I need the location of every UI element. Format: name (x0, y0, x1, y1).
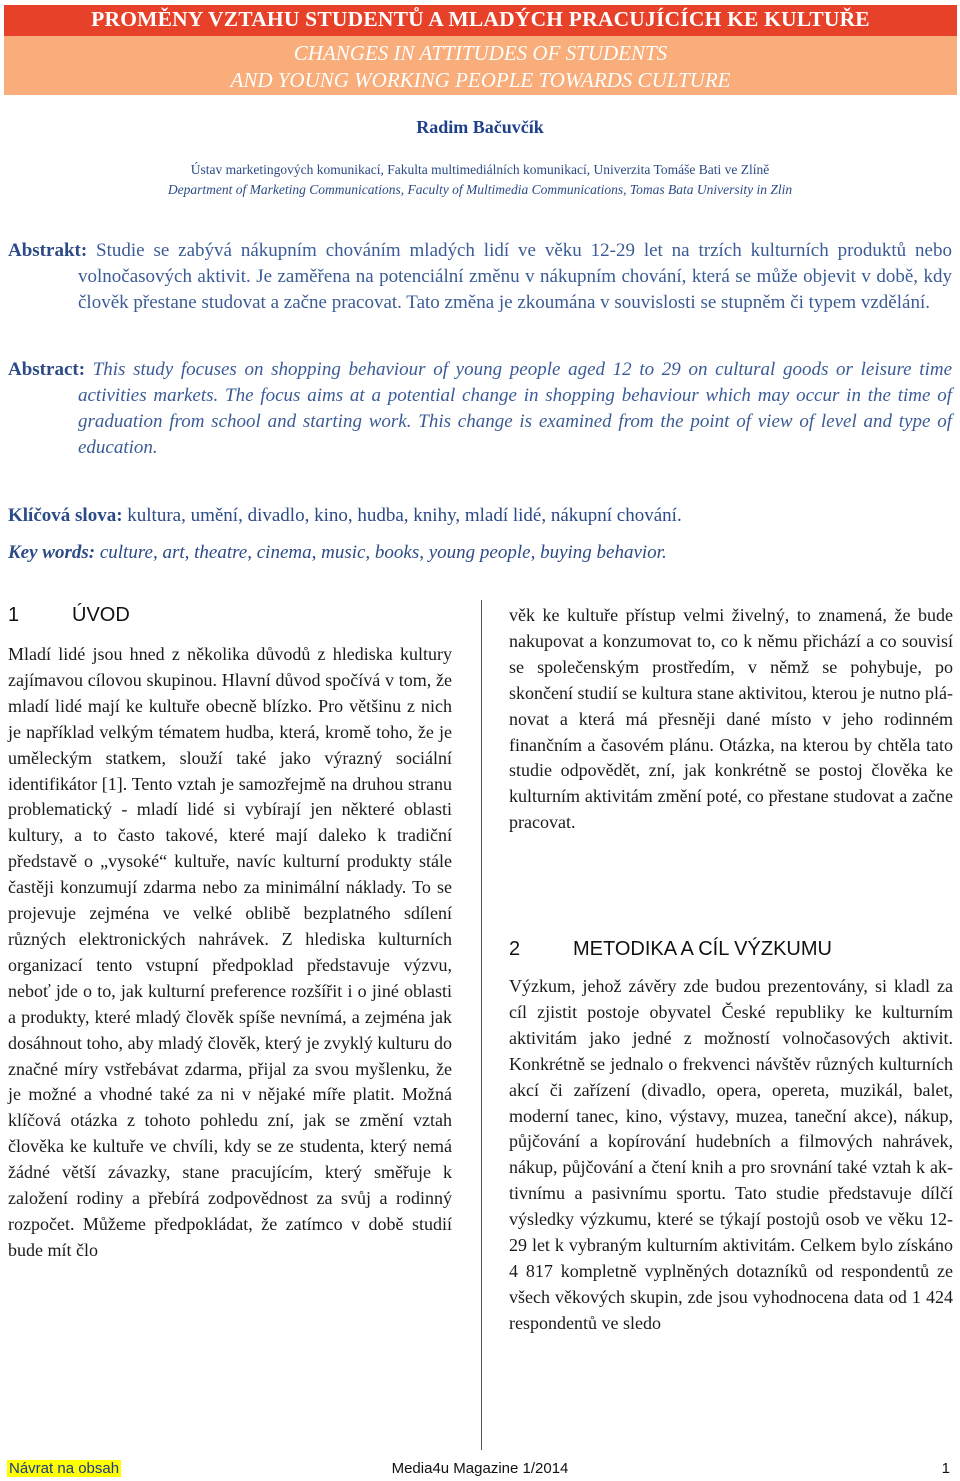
abstract-cz-label: Abstrakt: (8, 240, 88, 261)
section1-number: 1 (8, 604, 20, 626)
keywords-cz-text: kultura, umění, divadlo, kino, hudba, knihy, mladí lidé, nákupní chování. (127, 505, 682, 526)
affiliation-cz: Ústav marketingových komunikací, Fakulta multimediálních komunikací, Univerzita Tomáše Bati ve Zlíně (190, 162, 770, 177)
paper-title-en (4, 40, 957, 94)
abstract-cz (8, 238, 952, 316)
magazine-issue: Media4u Magazine 1/2014 (391, 1460, 569, 1477)
paper-title-en-line2: AND YOUNG WORKING PEOPLE TOWARDS CULTURE (230, 68, 731, 92)
page-footer (0, 1458, 960, 1480)
back-to-contents-link[interactable]: Návrat na obsah (9, 1460, 120, 1477)
abstract-en-label: Abstract: (8, 359, 86, 380)
section1-title: ÚVOD (72, 604, 130, 626)
section1-paragraph-continuation: věk ke kultuře přístup velmi živelný, to znamená, že bude nakupovat a konzumovat to, co k němu přichází a co souvisí se společenským prostředím, v němž se pohybuje, po skončení studií se kultura stane aktivitou, kterou je nutno plánovat a která má přesněji dané místo v jeho rodinném finančním a časovém plánu. Otázka, na kterou by chtěla tato studie odpovědět, zní, jak konkrétně se postoj člověka ke kulturním aktivitám změní poté, co přestane studovat a začne pracovat. (509, 605, 953, 833)
page-number: 1 (941, 1460, 950, 1477)
section1-heading (8, 604, 130, 627)
paper-title-en-line1: CHANGES IN ATTITUDES OF STUDENTS (293, 41, 668, 65)
keywords-cz (8, 503, 952, 529)
author-name: Radim Bačuvčík (416, 117, 544, 137)
section2-heading (509, 938, 832, 961)
abstract-en (8, 357, 952, 461)
affiliation-en: Department of Marketing Communications, Faculty of Multimedia Communications, Tomas Bata University in Zlin (167, 182, 793, 197)
paper-title-cz: PROMĚNY VZTAHU STUDENTŮ A MLADÝCH PRACUJÍCÍCH KE KULTUŘE (91, 7, 870, 31)
keywords-en-label: Key words: (8, 542, 96, 563)
section1-paragraph: Mladí lidé jsou hned z několika důvodů z hlediska kultury zajímavou cílovou skupinou. Hlavní důvod spočívá v tom, že mladí lidé mají ke kultuře obecně blízko. Pro většinu z nich je například velkým tématem hudba, která, kromě toho, že je uměleckým statkem, slouží také jako výrazný sociální identifikátor [1]. Tento vztah je samozřejmě na druhou stranu problematický - mladí lidé si vybírají jen některé oblasti kultury, a to často takové, které mají daleko k tradiční představě o „vysoké“ kultuře, navíc kulturní produkty stále častěji konzumují zdarma nebo za minimální náklady. To se projevuje zejména ve velké oblibě bezplatného sdílení různých elektronických nahrávek. Z hlediska kulturních organizací tento vstupní předpoklad představuje výzvu, neboť jde o to, jak kulturní preference rozšířit i o jiné oblasti a produkty, které mladý člověk spíše nevnímá, a zejména jak dosáhnout toho, aby mladý člověk, který je zvyklý kulturu do značné míry vstřebávat zdarma, přijal za svou myšlenku, že je možné a vhodné také za ni v nějaké míře platit. Možná klíčová otázka z tohoto pohledu zní, jak se změní vztah člověka ke kultuře ve chvíli, kdy se ze studenta, který nemá žádné větší závazky, stane pracujícím, který směřuje k založení rodiny a přebírá zodpovědnost za svůj a rodinný rozpočet. Můžeme předpokládat, že zatímco v době studií bude mít člo (8, 644, 452, 1260)
section2-number: 2 (509, 938, 521, 960)
abstract-en-text: This study focuses on shopping behaviour of young people aged 12 to 29 on cultural goods or leisure time activities markets. The focus aims at a potential change in shopping behaviour which may occur in the time of graduation from school and starting work. This change is examined from the point of view of level and type of education. (78, 359, 952, 458)
abstract-cz-text: Studie se zabývá nákupním chováním mladých lidí ve věku 12-29 let na trzích kulturních produktů nebo volnočasových aktivit. Je zaměřena na potenciální změnu v nákupním chování, která se může objevit v době, kdy člověk přestane studovat a začne pracovat. Tato změna je zkoumána v souvislosti se stupněm či typem vzdělání. (78, 240, 952, 313)
keywords-cz-label: Klíčová slova: (8, 505, 123, 526)
keywords-en (8, 540, 952, 566)
section2-paragraph: Výzkum, jehož závěry zde budou prezentovány, si kladl za cíl zjistit postoje obyvatel České republiky ke kulturním aktivitám jako jedné z možností volnočasových aktivit. Konkrétně se jednalo o frekvenci návštěv různých kulturních akcí či zařízení (divadlo, opera, opereta, muzikál, balet, moderní tanec, kino, výstavy, muzea, taneční akce), nákup, půjčování a kopírování hudebních a filmových nahrávek, nákup, půjčování a čtení knih a pro srovnání také vztah k aktivnímu a pasivnímu sportu. Tato studie představuje dílčí výsledky výzkumu, které se týkají postojů osob ve věku 12-29 let k vybraným kulturním aktivitám. Celkem bylo získáno 4 817 kompletně vyplněných dotazníků od respondentů ze všech věkových skupin, zde jsou vyhodnocena data od 1 424 respondentů ve sledo (509, 976, 953, 1333)
section2-title: METODIKA A CÍL VÝZKUMU (573, 938, 832, 960)
column-divider (481, 600, 482, 1450)
keywords-en-text: culture, art, theatre, cinema, music, books, young people, buying behavior. (99, 542, 667, 563)
